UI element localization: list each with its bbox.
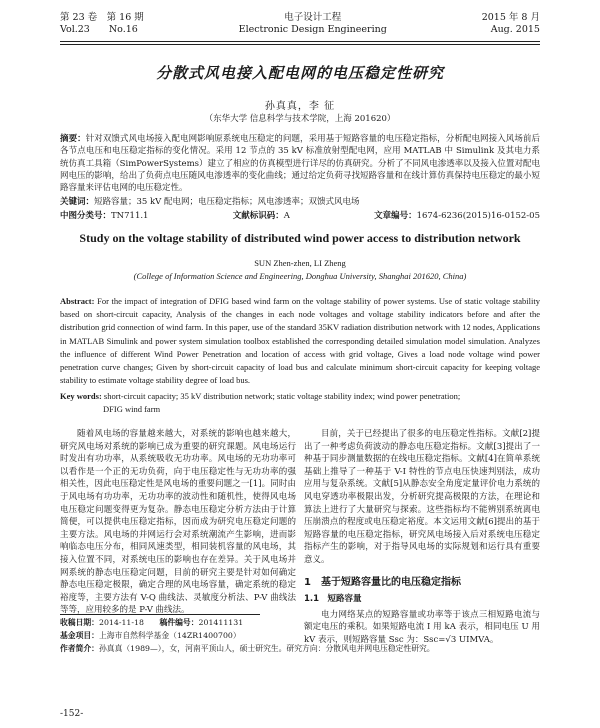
keywords-en xyxy=(60,390,540,416)
body-column-left xyxy=(60,428,296,617)
keywords-en-text: short-circuit capacity; 35 kV distribution network; static voltage stability index; wind power penetration; xyxy=(103,391,461,401)
header-rule-thick xyxy=(60,41,540,42)
classification-row xyxy=(60,209,540,221)
footnote-author: 作者简介：孙真真（1989—），女，河南平顶山人，硕士研究生。研究方向：分散风电并网电压稳定性研究。 xyxy=(60,644,435,653)
volume-issue-en: Vol.23 No.16 xyxy=(60,24,138,35)
authors-cn: 孙真真，李 征 xyxy=(264,101,336,112)
keywords-en-continued: DFIG wind farm xyxy=(103,404,161,415)
abstract-en-label: Abstract: xyxy=(60,296,95,306)
keywords-cn-label: 关键词： xyxy=(60,197,95,207)
issue-date-cn: 2015 年 8 月 xyxy=(481,12,540,23)
document-code: 文献标识码：A xyxy=(232,211,290,221)
volume-issue-cn: 第 23 卷 第 16 期 xyxy=(60,12,144,23)
affiliation-cn: （东华大学 信息科学与技术学院，上海 201620） xyxy=(204,114,396,124)
section-heading: 1 基于短路容量比的电压稳定指标 xyxy=(304,576,461,588)
clc-number: 中图分类号：TN711.1 xyxy=(60,211,149,221)
footnote-received: 收稿日期：2014-11-18 稿件编号：201411131 xyxy=(60,618,244,627)
body-paragraph: 电力网络某点的短路容量或功率等于该点三相短路电流与额定电压的乘积。如果短路电流 I 用 kA 表示，相同电压 U 用 kV 表示，则短路容量 Ssc 为：Ssc=√3 UIMVA。 xyxy=(304,609,540,645)
abstract-en xyxy=(60,295,540,387)
body-paragraph: 目前，关于已经提出了很多的电压稳定性指标。文献[2]提出了一种考虑负荷波动的静态电压稳定指标。文献[3]提出了一种基于同步测量数据的在线电压稳定指标。文献[4]在简单系统基础上推导了一种基于 V-I 特性的节点电压快速判别法，成功应用与复杂系统。文献[5]从静态安全角度定量评价电力系统的风电穿透功率极限出发，分析研究提高极限的方法，在理论和算法上进行了大量研究与探索。这些指标均不能辨别系统离电压崩溃点的程度或电压稳定裕度。本文运用文献[6]提出的基于短路容量的电压稳定指标，研究风电场接入后对系统电压稳定指标产生的影响，对于指导风电场的实际规划和运行具有重要意义。 xyxy=(304,429,540,565)
footnote-rule xyxy=(60,614,260,615)
keywords-cn-text: 短路容量；35 kV 配电网；电压稳定指标；风电渗透率；双馈式风电场 xyxy=(94,197,360,207)
running-header xyxy=(60,12,540,42)
issue-date-en: Aug. 2015 xyxy=(490,24,540,35)
body-column-right xyxy=(304,428,540,647)
abstract-en-text: For the impact of integration of DFIG based wind farm on the voltage stability of power systems. Use of static voltage stability based on short-circuit capacity, Analysis of the changes in each node voltages and voltage stability indicators before and after the distribution grid connection of wind farm. In this paper, use of the standard 35KV radiation distribution network with 12 nodes, Applications in MATLAB Simulink and power system simulation toolbox established the corresponding detailed simulation model simulation. Analyzes the influence of different Wind Power Penetration and location of access with grid voltage, Gives a load node voltage wind power penetration curve changes; Given by short-circuit capacity of load bus and calculate minimum short-circuit capacity for keeping voltage stability to estimate voltage stability degree of load bus. xyxy=(60,296,541,386)
abstract-cn-text: 针对双馈式风电场接入配电网影响原系统电压稳定的问题，采用基于短路容量的电压稳定指标，分析配电网接入风场前后各节点电压和电压稳定指标的变化情况。采用 12 节点的 35 kV 标准放射型配电网，应用 MATLAB 中 Simulink 及其电力系统仿真工具箱（SimPowerSystems）建立了相应的仿真模型进行详尽的仿真研究。分析了不同风电渗透率以及接入位置对配电网电压的影响，给出了负荷点电压随风电渗透率的变化曲线；通过给定负荷寻找短路容量和在线计算仿真保持电压稳定的最小短路容量来评估电网的电压稳定性。 xyxy=(60,134,540,194)
journal-name-en: Electronic Design Engineering xyxy=(238,24,387,35)
keywords-en-label: Key words: xyxy=(60,391,102,401)
authors-en: SUN Zhen-zhen, LI Zheng xyxy=(254,258,346,268)
paper-title-en: Study on the voltage stability of distributed wind power access to distribution network xyxy=(79,231,521,245)
journal-name-cn: 电子设计工程 xyxy=(284,12,342,23)
abstract-cn-label: 摘要： xyxy=(60,134,86,144)
footnote-fund: 基金项目：上海市自然科学基金（14ZR1400700） xyxy=(60,631,241,640)
page-number: -152- xyxy=(60,709,84,719)
abstract-cn xyxy=(60,133,540,194)
keywords-cn xyxy=(60,196,540,208)
header-rule-thin xyxy=(60,44,540,45)
body-paragraph: 随着风电场的容量越来越大，对系统的影响也越来越大，研究风电场对系统的影响已成为重要的研究课题。风电场运行时发出有功功率，从系统吸收无功功率。风电场的无功功率可以看作是一个正的无功负荷，向于电压稳定性与无功功率的强相关性，因此电压稳定性是风电场的重要问题之一[1]。同时由于风电场有功功率，无功功率的波动性和随机性，使得风电场电压稳定问题变得更为复杂。静态电压稳定分析方法由于计算简便，可以提供电压稳定指标，因而成为研究电压稳定问题的主要方法。风电场的并网运行会对系统潮流产生影响，进而影响临态电压分布，相同风速类型，相同装机容量的风电场，其接入位置不同，对系统电压的影响也存在差异。关于风电场并网系统的静态电压稳定问题，目前的研究主要是针对如何确定静态电压稳定极限，确定合理的风电场容量，确定系统的稳定裕度等，主要方法有 V-Q 曲线法、灵敏度分析法、P-V 曲线法等等，应用较多的是 P-V 曲线法。 xyxy=(60,429,296,616)
paper-title-cn: 分散式风电接入配电网的电压稳定性研究 xyxy=(155,64,444,82)
affiliation-en: (College of Information Science and Engineering, Donghua University, Shanghai 201620, China) xyxy=(133,271,467,281)
subsection-heading: 1.1 短路容量 xyxy=(304,594,362,605)
article-number: 文章编号：1674-6236(2015)16-0152-05 xyxy=(374,211,540,221)
